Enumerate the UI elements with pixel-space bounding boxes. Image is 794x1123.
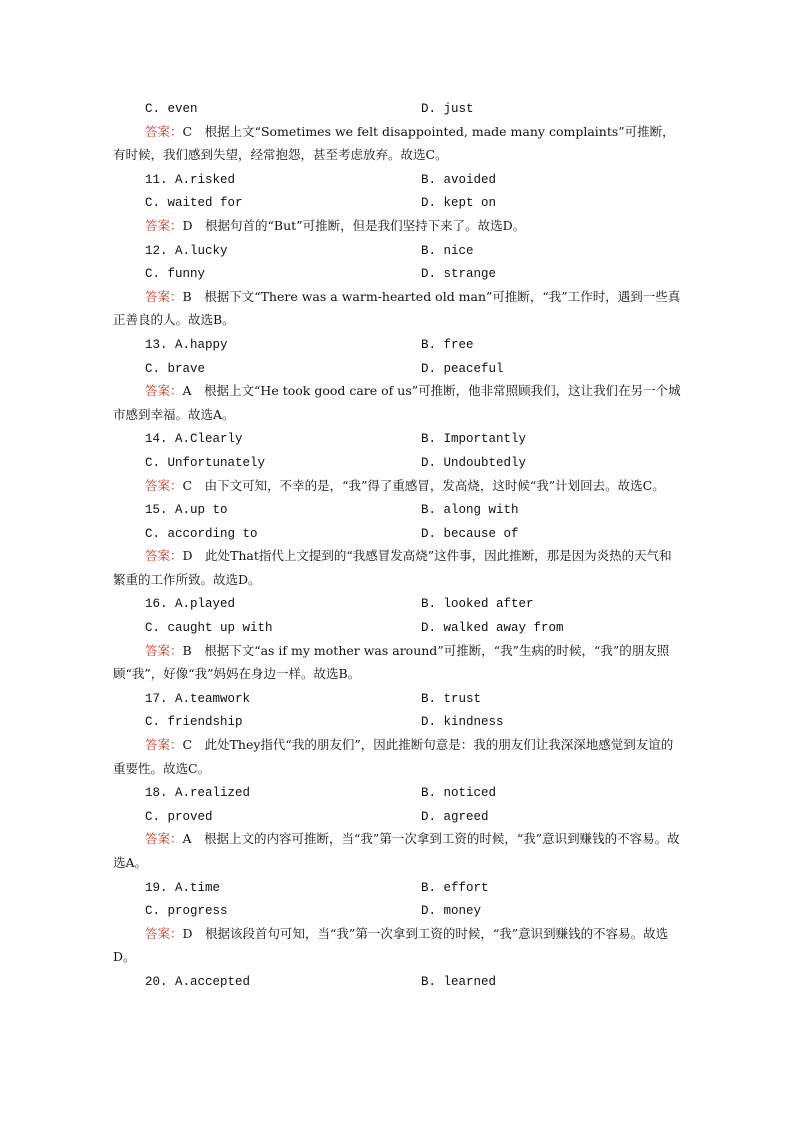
answer-text: B 根据下文“There was a warm-hearted old man”可推断，“我”工作时，遇到一些真正善良的人。故选B。: [113, 288, 681, 328]
option-right: B. free: [421, 337, 474, 352]
option-right: D. Undoubtedly: [421, 455, 527, 470]
option-left: 14. A.Clearly: [145, 432, 243, 447]
option-row: [113, 96, 683, 120]
option-left: 17. A.teamwork: [145, 691, 251, 706]
option-row: [113, 875, 683, 899]
answer-label: 答案：: [145, 217, 183, 233]
answer-text: C 此处They指代“我的朋友们”，因此推断句意是：我的朋友们让我深深地感觉到友谊的重要性。故选C。: [113, 737, 674, 776]
option-right: D. peaceful: [421, 361, 504, 376]
option-row: [113, 804, 683, 828]
option-row: [113, 497, 683, 521]
option-row: [113, 190, 683, 214]
option-right: D. money: [421, 904, 482, 919]
answer-explanation: [113, 733, 683, 780]
option-right: D. because of: [421, 526, 519, 541]
answer-explanation: [113, 544, 683, 591]
option-right: D. kept on: [421, 196, 497, 211]
option-row: [113, 356, 683, 380]
answer-text: A 根据上文的内容可推断，当“我”第一次拿到工资的时候，“我”意识到赚钱的不容易。故选A。: [113, 831, 680, 870]
option-right: B. along with: [421, 503, 519, 518]
option-left: 16. A.played: [145, 597, 236, 612]
option-right: D. walked away from: [421, 621, 564, 636]
option-row: [113, 521, 683, 545]
option-right: D. strange: [421, 267, 497, 282]
option-left: C. Unfortunately: [145, 455, 266, 470]
answer-label: 答案：: [145, 737, 183, 753]
option-left: 13. A.happy: [145, 337, 228, 352]
option-left: C. according to: [145, 526, 258, 541]
option-row: [113, 780, 683, 804]
answer-explanation: [113, 120, 683, 167]
option-left: C. waited for: [145, 196, 243, 211]
answer-text: A 根据上文“He took good care of us”可推断，他非常照顾我们，这让我们在另一个城市感到幸福。故选A。: [113, 383, 681, 422]
option-row: [113, 238, 683, 262]
answer-label: 答案：: [145, 831, 183, 847]
option-left: C. funny: [145, 267, 206, 282]
option-right: B. avoided: [421, 172, 497, 187]
option-row: [113, 450, 683, 474]
answer-explanation: [113, 639, 683, 686]
option-row: [113, 332, 683, 356]
option-right: D. kindness: [421, 715, 504, 730]
answer-explanation: [113, 285, 683, 332]
option-row: [113, 969, 683, 993]
answer-explanation: [113, 379, 683, 426]
answer-label: 答案：: [145, 383, 183, 399]
answer-key-content: [113, 96, 683, 993]
answer-text: D 根据句首的“But”可推断，但是我们坚持下来了。故选D。: [182, 217, 526, 233]
option-left: C. progress: [145, 904, 228, 919]
answer-text: D 此处That指代上文提到的“我感冒发高烧”这件事，因此推断，那是因为炎热的天气和繁重的工作所致。故选D。: [113, 548, 672, 587]
option-right: D. agreed: [421, 809, 489, 824]
answer-explanation: [113, 214, 683, 238]
option-left: 15. A.up to: [145, 503, 228, 518]
option-left: C. friendship: [145, 715, 243, 730]
option-row: [113, 686, 683, 710]
option-row: [113, 591, 683, 615]
option-row: [113, 426, 683, 450]
option-left: 12. A.lucky: [145, 243, 228, 258]
answer-explanation: [113, 827, 683, 874]
answer-label: 答案：: [145, 288, 183, 304]
answer-explanation: [113, 922, 683, 969]
option-right: B. looked after: [421, 597, 534, 612]
answer-label: 答案：: [145, 642, 183, 658]
answer-text: B 根据下文“as if my mother was around”可推断，“我”生病的时候，“我”的朋友照顾“我”，好像“我”妈妈在身边一样。故选B。: [113, 642, 670, 682]
option-left: C. proved: [145, 809, 213, 824]
option-row: [113, 615, 683, 639]
answer-label: 答案：: [145, 123, 183, 139]
option-row: [113, 261, 683, 285]
option-right: B. learned: [421, 974, 497, 989]
option-right: B. noticed: [421, 786, 497, 801]
answer-text: C 由下文可知，不幸的是，“我”得了重感冒，发高烧，这时候“我”计划回去。故选C。: [182, 477, 665, 493]
option-left: C. even: [145, 102, 198, 116]
option-row: [113, 898, 683, 922]
option-left: C. brave: [145, 361, 206, 376]
option-right: D. just: [421, 102, 474, 116]
option-row: [113, 709, 683, 733]
answer-label: 答案：: [145, 548, 183, 564]
answer-explanation: [113, 474, 683, 498]
option-left: 11. A.risked: [145, 172, 236, 187]
answer-text: C 根据上文“Sometimes we felt disappointed, made many complaints”可推断，有时候，我们感到失望，经常抱怨，甚至考虑放弃。故选C。: [113, 123, 675, 163]
option-right: B. nice: [421, 243, 474, 258]
answer-text: D 根据该段首句可知，当“我”第一次拿到工资的时候，“我”意识到赚钱的不容易。故选D。: [113, 925, 669, 965]
option-right: B. effort: [421, 880, 489, 895]
answer-label: 答案：: [145, 925, 183, 941]
option-right: B. trust: [421, 691, 482, 706]
option-left: 19. A.time: [145, 880, 221, 895]
answer-label: 答案：: [145, 477, 183, 493]
option-right: B. Importantly: [421, 432, 527, 447]
option-left: 18. A.realized: [145, 786, 251, 801]
option-row: [113, 167, 683, 191]
option-left: C. caught up with: [145, 621, 273, 636]
option-left: 20. A.accepted: [145, 974, 251, 989]
